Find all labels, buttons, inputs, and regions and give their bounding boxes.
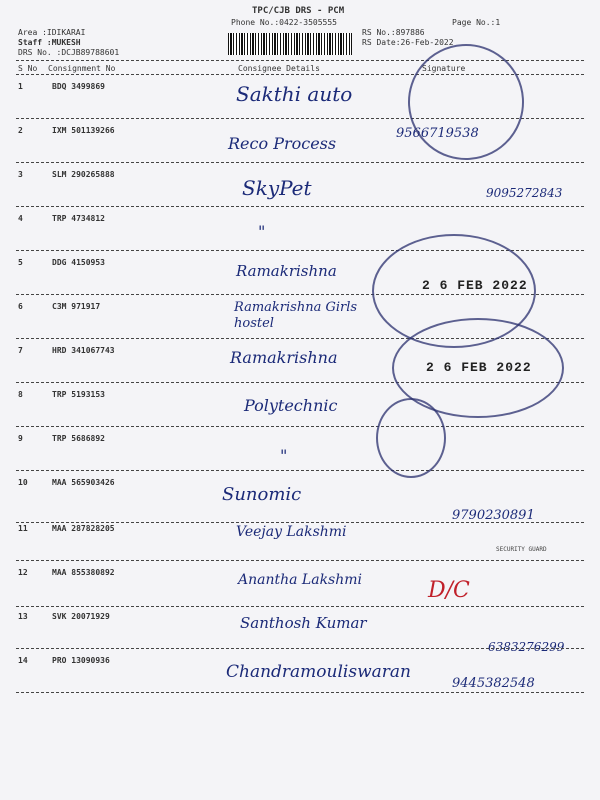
handwritten-name: Sunomic bbox=[222, 484, 302, 505]
area-field: Area :IDIKARAI bbox=[18, 28, 86, 37]
row-sno: 4 bbox=[18, 214, 23, 223]
barcode bbox=[228, 33, 352, 55]
row-sno: 9 bbox=[18, 434, 23, 443]
row-consignment: DDG 4150953 bbox=[52, 258, 105, 267]
row-sno: 7 bbox=[18, 346, 23, 355]
phone-number: Phone No.:0422-3505555 bbox=[231, 18, 337, 27]
row-divider bbox=[16, 648, 584, 649]
rs-number: RS No.:897886 bbox=[362, 28, 425, 37]
handwritten-phone: 9445382548 bbox=[452, 676, 535, 691]
row-divider bbox=[16, 426, 584, 427]
row-divider bbox=[16, 206, 584, 207]
handwritten-name: Ramakrishna Girls hostel bbox=[234, 300, 358, 331]
row-sno: 13 bbox=[18, 612, 28, 621]
column-signature: Signature bbox=[422, 64, 466, 73]
stamp-date: 2 6 FEB 2022 bbox=[426, 360, 532, 375]
handwritten-name: Polytechnic bbox=[244, 396, 338, 415]
row-divider bbox=[16, 470, 584, 471]
row-divider bbox=[16, 692, 584, 693]
handwritten-name: Anantha Lakshmi bbox=[238, 572, 363, 588]
handwritten-ditto: " bbox=[280, 446, 288, 465]
drs-number: DRS No. :DCJB89788601 bbox=[18, 48, 120, 57]
row-consignment: PRO 13090936 bbox=[52, 656, 110, 665]
stamp-date: 2 6 FEB 2022 bbox=[422, 278, 528, 293]
row-sno: 2 bbox=[18, 126, 23, 135]
handwritten-ditto: " bbox=[258, 222, 266, 241]
polytechnic-seal-stamp bbox=[376, 398, 446, 478]
column-sno: S No bbox=[18, 64, 38, 73]
handwritten-name: Sakthi auto bbox=[236, 82, 353, 106]
row-sno: 14 bbox=[18, 656, 28, 665]
row-consignment: MAA 565903426 bbox=[52, 478, 115, 487]
row-consignment: TRP 5193153 bbox=[52, 390, 105, 399]
staff-field: Staff :MUKESH bbox=[18, 38, 81, 47]
row-consignment: SLM 290265888 bbox=[52, 170, 115, 179]
row-sno: 6 bbox=[18, 302, 23, 311]
page-number: Page No.:1 bbox=[452, 18, 501, 27]
row-sno: 11 bbox=[18, 524, 28, 533]
handwritten-name: Santhosh Kumar bbox=[240, 614, 367, 632]
handwritten-phone: 9095272843 bbox=[486, 186, 563, 200]
row-consignment: HRD 341067743 bbox=[52, 346, 115, 355]
row-consignment: MAA 855380892 bbox=[52, 568, 115, 577]
handwritten-mark: D/C bbox=[428, 578, 470, 603]
row-consignment: MAA 287828205 bbox=[52, 524, 115, 533]
security-guard-text: SECURITY GUARD bbox=[496, 546, 547, 553]
handwritten-name: Ramakrishna bbox=[236, 262, 337, 280]
row-consignment: C3M 971917 bbox=[52, 302, 101, 311]
row-sno: 3 bbox=[18, 170, 23, 179]
row-consignment: TRP 4734812 bbox=[52, 214, 105, 223]
row-sno: 1 bbox=[18, 82, 23, 91]
row-consignment: BDQ 3499869 bbox=[52, 82, 105, 91]
row-consignment: SVK 20071929 bbox=[52, 612, 110, 621]
handwritten-phone: 9790230891 bbox=[452, 508, 535, 523]
row-divider bbox=[16, 560, 584, 561]
row-sno: 8 bbox=[18, 390, 23, 399]
row-divider bbox=[16, 522, 584, 523]
company-seal-stamp bbox=[393, 29, 539, 175]
handwritten-name: SkyPet bbox=[242, 176, 312, 200]
handwritten-name: Chandramouliswaran bbox=[226, 662, 411, 682]
handwritten-phone: 9566719538 bbox=[396, 126, 479, 141]
rs-date: RS Date:26-Feb-2022 bbox=[362, 38, 454, 47]
row-sno: 10 bbox=[18, 478, 28, 487]
column-consignment: Consignment No bbox=[48, 64, 116, 73]
handwritten-name: Ramakrishna bbox=[230, 348, 338, 367]
row-sno: 5 bbox=[18, 258, 23, 267]
handwritten-name: Reco Process bbox=[228, 134, 337, 153]
handwritten-name: Veejay Lakshmi bbox=[236, 524, 347, 540]
row-sno: 12 bbox=[18, 568, 28, 577]
row-consignment: IXM 501139266 bbox=[52, 126, 115, 135]
row-divider bbox=[16, 606, 584, 607]
sheet-title: TPC/CJB DRS - PCM bbox=[252, 6, 345, 16]
handwritten-phone: 6383276299 bbox=[488, 640, 565, 654]
row-consignment: TRP 5686892 bbox=[52, 434, 105, 443]
row-divider bbox=[16, 162, 584, 163]
column-details: Consignee Details bbox=[238, 64, 320, 73]
